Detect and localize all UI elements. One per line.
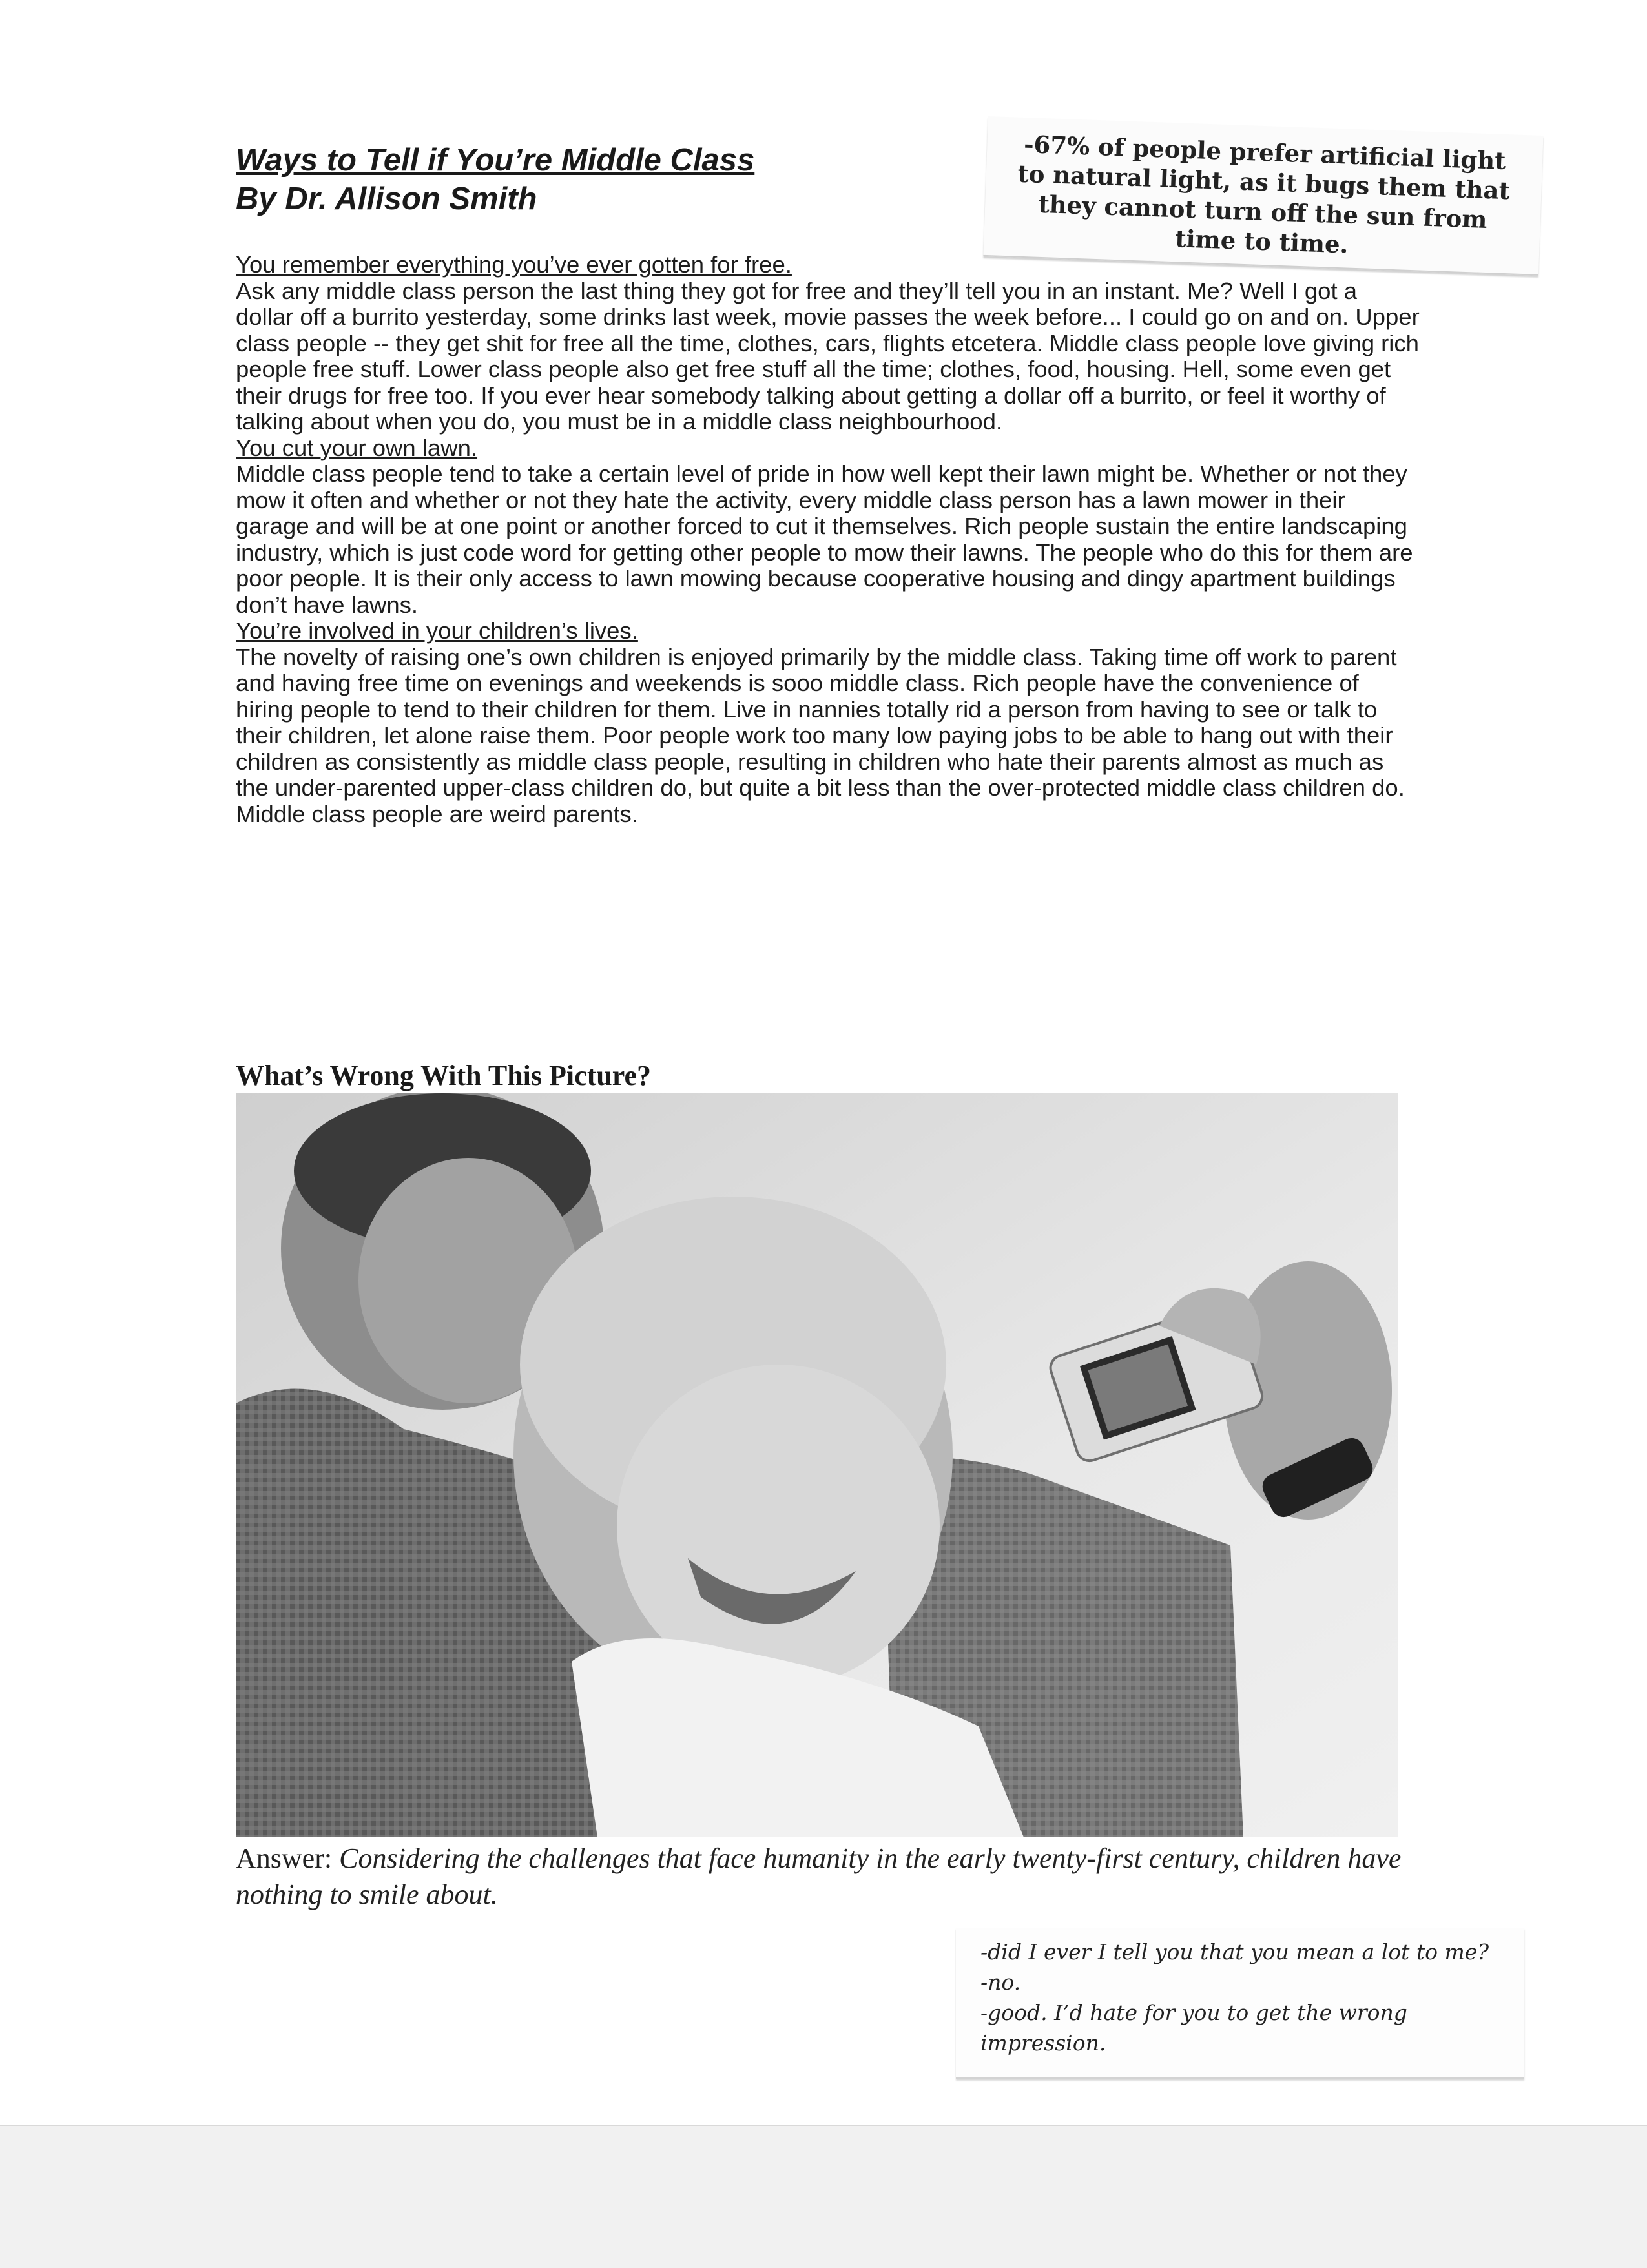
section-paragraph: Middle class people tend to take a certain level of pride in how well kept their lawn might be. Whether or not they mow it often and whether or not they hate the activity, every middle class person has a lawn mower in their garage and will be at one point or another forced to cut it themselves. Rich people sustain the entire landscaping industry, which is just code word for getting other people to mow their lawns. The people who do this for them are poor people. It is their only access to lawn mowing because cooperative housing and dingy apartment buildings don’t have lawns. bbox=[236, 460, 1413, 618]
scanner-background bbox=[0, 2125, 1647, 2268]
father-daughter-photo bbox=[236, 1093, 1398, 1837]
photo-illustration bbox=[236, 1093, 1398, 1837]
newspaper-clipping-bottom bbox=[956, 1928, 1524, 2079]
section-paragraph: Ask any middle class person the last thing they got for free and they’ll tell you in an instant. Me? Well I got a dollar off a burrito yesterday, some drinks last week, movie passes the week before... I could go on and on. Upper class people -- they get shit for free all the time, clothes, cars, flights etcetera. Middle class people love giving rich people free stuff. Lower class people also get free stuff all the time; clothes, food, housing. Hell, some even get their drugs for free too. If you ever hear somebody talking about getting a dollar off a burrito, or feel it worthy of talking about when you do, you must be in a middle class neighbourhood. bbox=[236, 277, 1420, 435]
answer-block bbox=[236, 1840, 1431, 1913]
section-heading: You’re involved in your children’s lives. bbox=[236, 617, 638, 644]
picture-heading: What’s Wrong With This Picture? bbox=[236, 1060, 652, 1091]
dialogue-line: -good. I’d hate for you to get the wrong impression. bbox=[980, 2000, 1407, 2056]
article-title: Ways to Tell if You’re Middle Class bbox=[236, 143, 755, 178]
clipping-top-text: -67% of people prefer artificial light to natural light, as it bugs them that they cannot turn off the sun from time to time. bbox=[1017, 129, 1511, 259]
section-paragraph: The novelty of raising one’s own children is enjoyed primarily by the middle class. Taking time off work to parent and having free time on evenings and weekends is sooo middle class. Rich people have the convenience of hiring people to tend to their children for them. Live in nannies totally rid a person from having to see or talk to their children, let alone raise them. Poor people work too many low paying jobs to be able to hang out with their children as consistently as middle class people, resulting in children who hate their parents almost as much as the under-parented upper-class children do, but quite a bit less than the over-protected middle class children do. Middle class people are weird parents. bbox=[236, 643, 1405, 827]
article-body bbox=[236, 252, 1421, 827]
dialogue-line: -no. bbox=[980, 1970, 1021, 1995]
clipping-bottom-text bbox=[956, 1928, 1524, 2067]
section-heading: You remember everything you’ve ever gotten for free. bbox=[236, 251, 792, 278]
answer-label: Answer: bbox=[236, 1842, 333, 1874]
answer-text: Considering the challenges that face humanity in the early twenty-first century, children have nothing to smile about. bbox=[236, 1842, 1402, 1910]
section-heading: You cut your own lawn. bbox=[236, 434, 478, 461]
title-block bbox=[236, 141, 754, 218]
article-byline: By Dr. Allison Smith bbox=[236, 181, 537, 216]
dialogue-line: -did I ever I tell you that you mean a lot to me? bbox=[980, 1939, 1489, 1964]
